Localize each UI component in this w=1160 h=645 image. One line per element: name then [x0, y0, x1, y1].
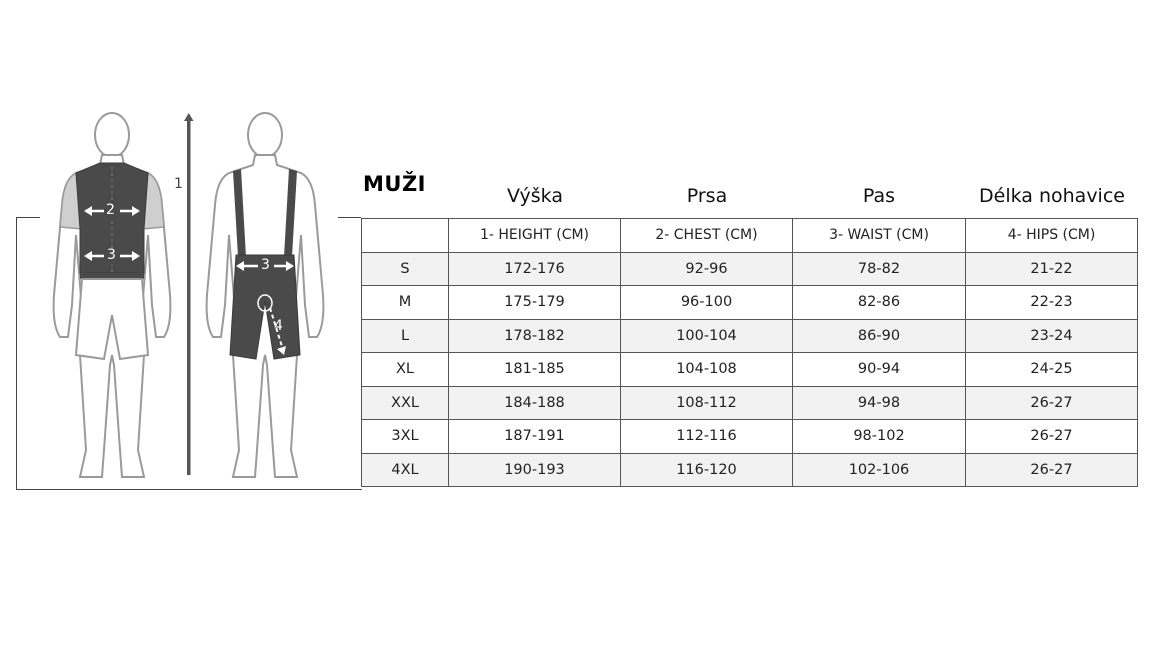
chest-cell: 96-100	[621, 286, 793, 320]
size-cell: XXL	[362, 386, 449, 420]
chest-cell: 116-120	[621, 453, 793, 487]
hips-cell: 24-25	[966, 353, 1138, 387]
chest-cell: 108-112	[621, 386, 793, 420]
height-cell: 187-191	[449, 420, 621, 454]
height-cell: 172-176	[449, 252, 621, 286]
size-table	[361, 218, 1138, 487]
hips-cell: 26-27	[966, 453, 1138, 487]
table-header-row	[362, 219, 1138, 253]
header-height: 1- HEIGHT (CM)	[449, 219, 621, 253]
size-cell: S	[362, 252, 449, 286]
table-row	[362, 353, 1138, 387]
hips-cell: 21-22	[966, 252, 1138, 286]
header-chest: 2- CHEST (CM)	[621, 219, 793, 253]
height-marker-label: 1	[174, 176, 183, 192]
chest-cell: 104-108	[621, 353, 793, 387]
waist-cell: 98-102	[793, 420, 966, 454]
frame-left	[16, 217, 17, 490]
col-label-chest: Prsa	[686, 185, 728, 207]
size-cell: XL	[362, 353, 449, 387]
size-cell: 3XL	[362, 420, 449, 454]
col-label-waist: Pas	[862, 185, 896, 207]
height-cell: 178-182	[449, 319, 621, 353]
height-cell: 184-188	[449, 386, 621, 420]
waist-cell: 94-98	[793, 386, 966, 420]
table-row	[362, 420, 1138, 454]
height-cell: 175-179	[449, 286, 621, 320]
hips-cell: 26-27	[966, 420, 1138, 454]
size-cell: M	[362, 286, 449, 320]
back-waist-marker-label: 3	[261, 257, 270, 273]
body-measurement-illustration	[40, 105, 340, 485]
waist-cell: 78-82	[793, 252, 966, 286]
height-cell: 190-193	[449, 453, 621, 487]
chest-cell: 100-104	[621, 319, 793, 353]
hips-cell: 26-27	[966, 386, 1138, 420]
frame-bottom	[16, 489, 362, 490]
chest-marker-label: 2	[106, 202, 115, 218]
waist-cell: 102-106	[793, 453, 966, 487]
page-title: MUŽI	[363, 172, 426, 196]
table-row	[362, 386, 1138, 420]
chest-cell: 92-96	[621, 252, 793, 286]
header-hips: 4- HIPS (CM)	[966, 219, 1138, 253]
waist-cell: 82-86	[793, 286, 966, 320]
frame-top-mid	[338, 217, 361, 218]
waist-cell: 86-90	[793, 319, 966, 353]
height-cell: 181-185	[449, 353, 621, 387]
hips-marker-label: 4	[274, 318, 283, 334]
hips-cell: 23-24	[966, 319, 1138, 353]
waist-cell: 90-94	[793, 353, 966, 387]
table-row	[362, 319, 1138, 353]
col-label-height: Výška	[507, 185, 563, 207]
table-row	[362, 252, 1138, 286]
chest-cell: 112-116	[621, 420, 793, 454]
front-waist-marker-label: 3	[107, 247, 116, 263]
header-waist: 3- WAIST (CM)	[793, 219, 966, 253]
header-size-cell	[362, 219, 449, 253]
col-label-hips: Délka nohavice	[979, 185, 1125, 207]
frame-top-left	[16, 217, 40, 218]
size-cell: 4XL	[362, 453, 449, 487]
hips-cell: 22-23	[966, 286, 1138, 320]
table-row	[362, 453, 1138, 487]
table-row	[362, 286, 1138, 320]
height-arrow	[184, 113, 194, 475]
size-cell: L	[362, 319, 449, 353]
